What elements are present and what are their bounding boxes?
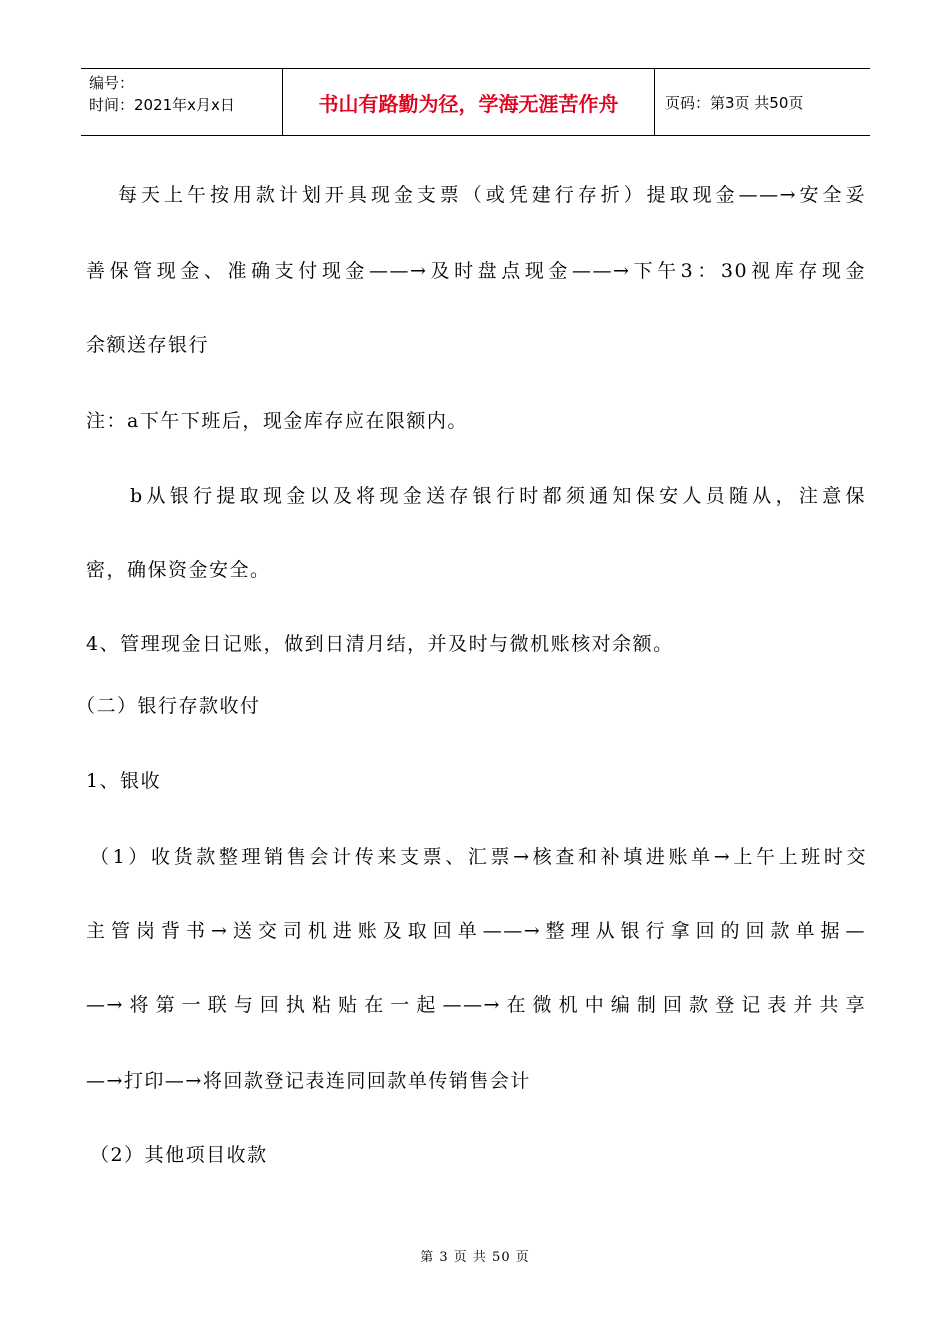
subheading-other-receipts: （2）其他项目收款 bbox=[90, 1144, 268, 1166]
paragraph-line-3: 余额送存银行 bbox=[86, 334, 210, 356]
paragraph-item-4: 4、管理现金日记账，做到日清月结，并及时与微机账核对余额。 bbox=[86, 633, 674, 655]
document-time-label: 时间：2021年x月x日 bbox=[89, 96, 235, 114]
page-footer: 第 3 页 共 50 页 bbox=[420, 1250, 530, 1265]
paragraph-item-1-line-3: —→将第一联与回执粘贴在一起——→在微机中编制回款登记表并共享 bbox=[86, 994, 866, 1016]
header-meta-cell bbox=[81, 69, 283, 135]
paragraph-line-1: 每天上午按用款计划开具现金支票（或凭建行存折）提取现金——→安全妥 bbox=[118, 184, 866, 206]
paragraph-item-1-line-2: 主管岗背书→送交司机进账及取回单——→整理从银行拿回的回款单据— bbox=[86, 920, 866, 942]
document-number-label: 编号： bbox=[89, 74, 135, 92]
paragraph-line-2: 善保管现金、准确支付现金——→及时盘点现金——→下午3：30视库存现金 bbox=[86, 260, 866, 282]
paragraph-line-6: 密，确保资金安全。 bbox=[86, 559, 271, 581]
paragraph-item-1-line-1: （1）收货款整理销售会计传来支票、汇票→核查和补填进账单→上午上班时交 bbox=[90, 846, 866, 868]
page-header bbox=[81, 68, 870, 136]
header-motto: 书山有路勤为径，学海无涯苦作舟 bbox=[283, 69, 655, 135]
paragraph-note-b: b从银行提取现金以及将现金送存银行时都须通知保安人员随从，注意保 bbox=[130, 485, 866, 507]
subheading-bank-receipt: 1、银收 bbox=[86, 770, 162, 792]
paragraph-item-1-line-4: —→打印—→将回款登记表连同回款单传销售会计 bbox=[86, 1070, 531, 1092]
section-heading-bank-deposit: （二）银行存款收付 bbox=[76, 695, 261, 717]
header-page-info: 页码：第3页 共50页 bbox=[665, 93, 804, 112]
paragraph-note-a: 注：a下午下班后，现金库存应在限额内。 bbox=[86, 410, 468, 432]
